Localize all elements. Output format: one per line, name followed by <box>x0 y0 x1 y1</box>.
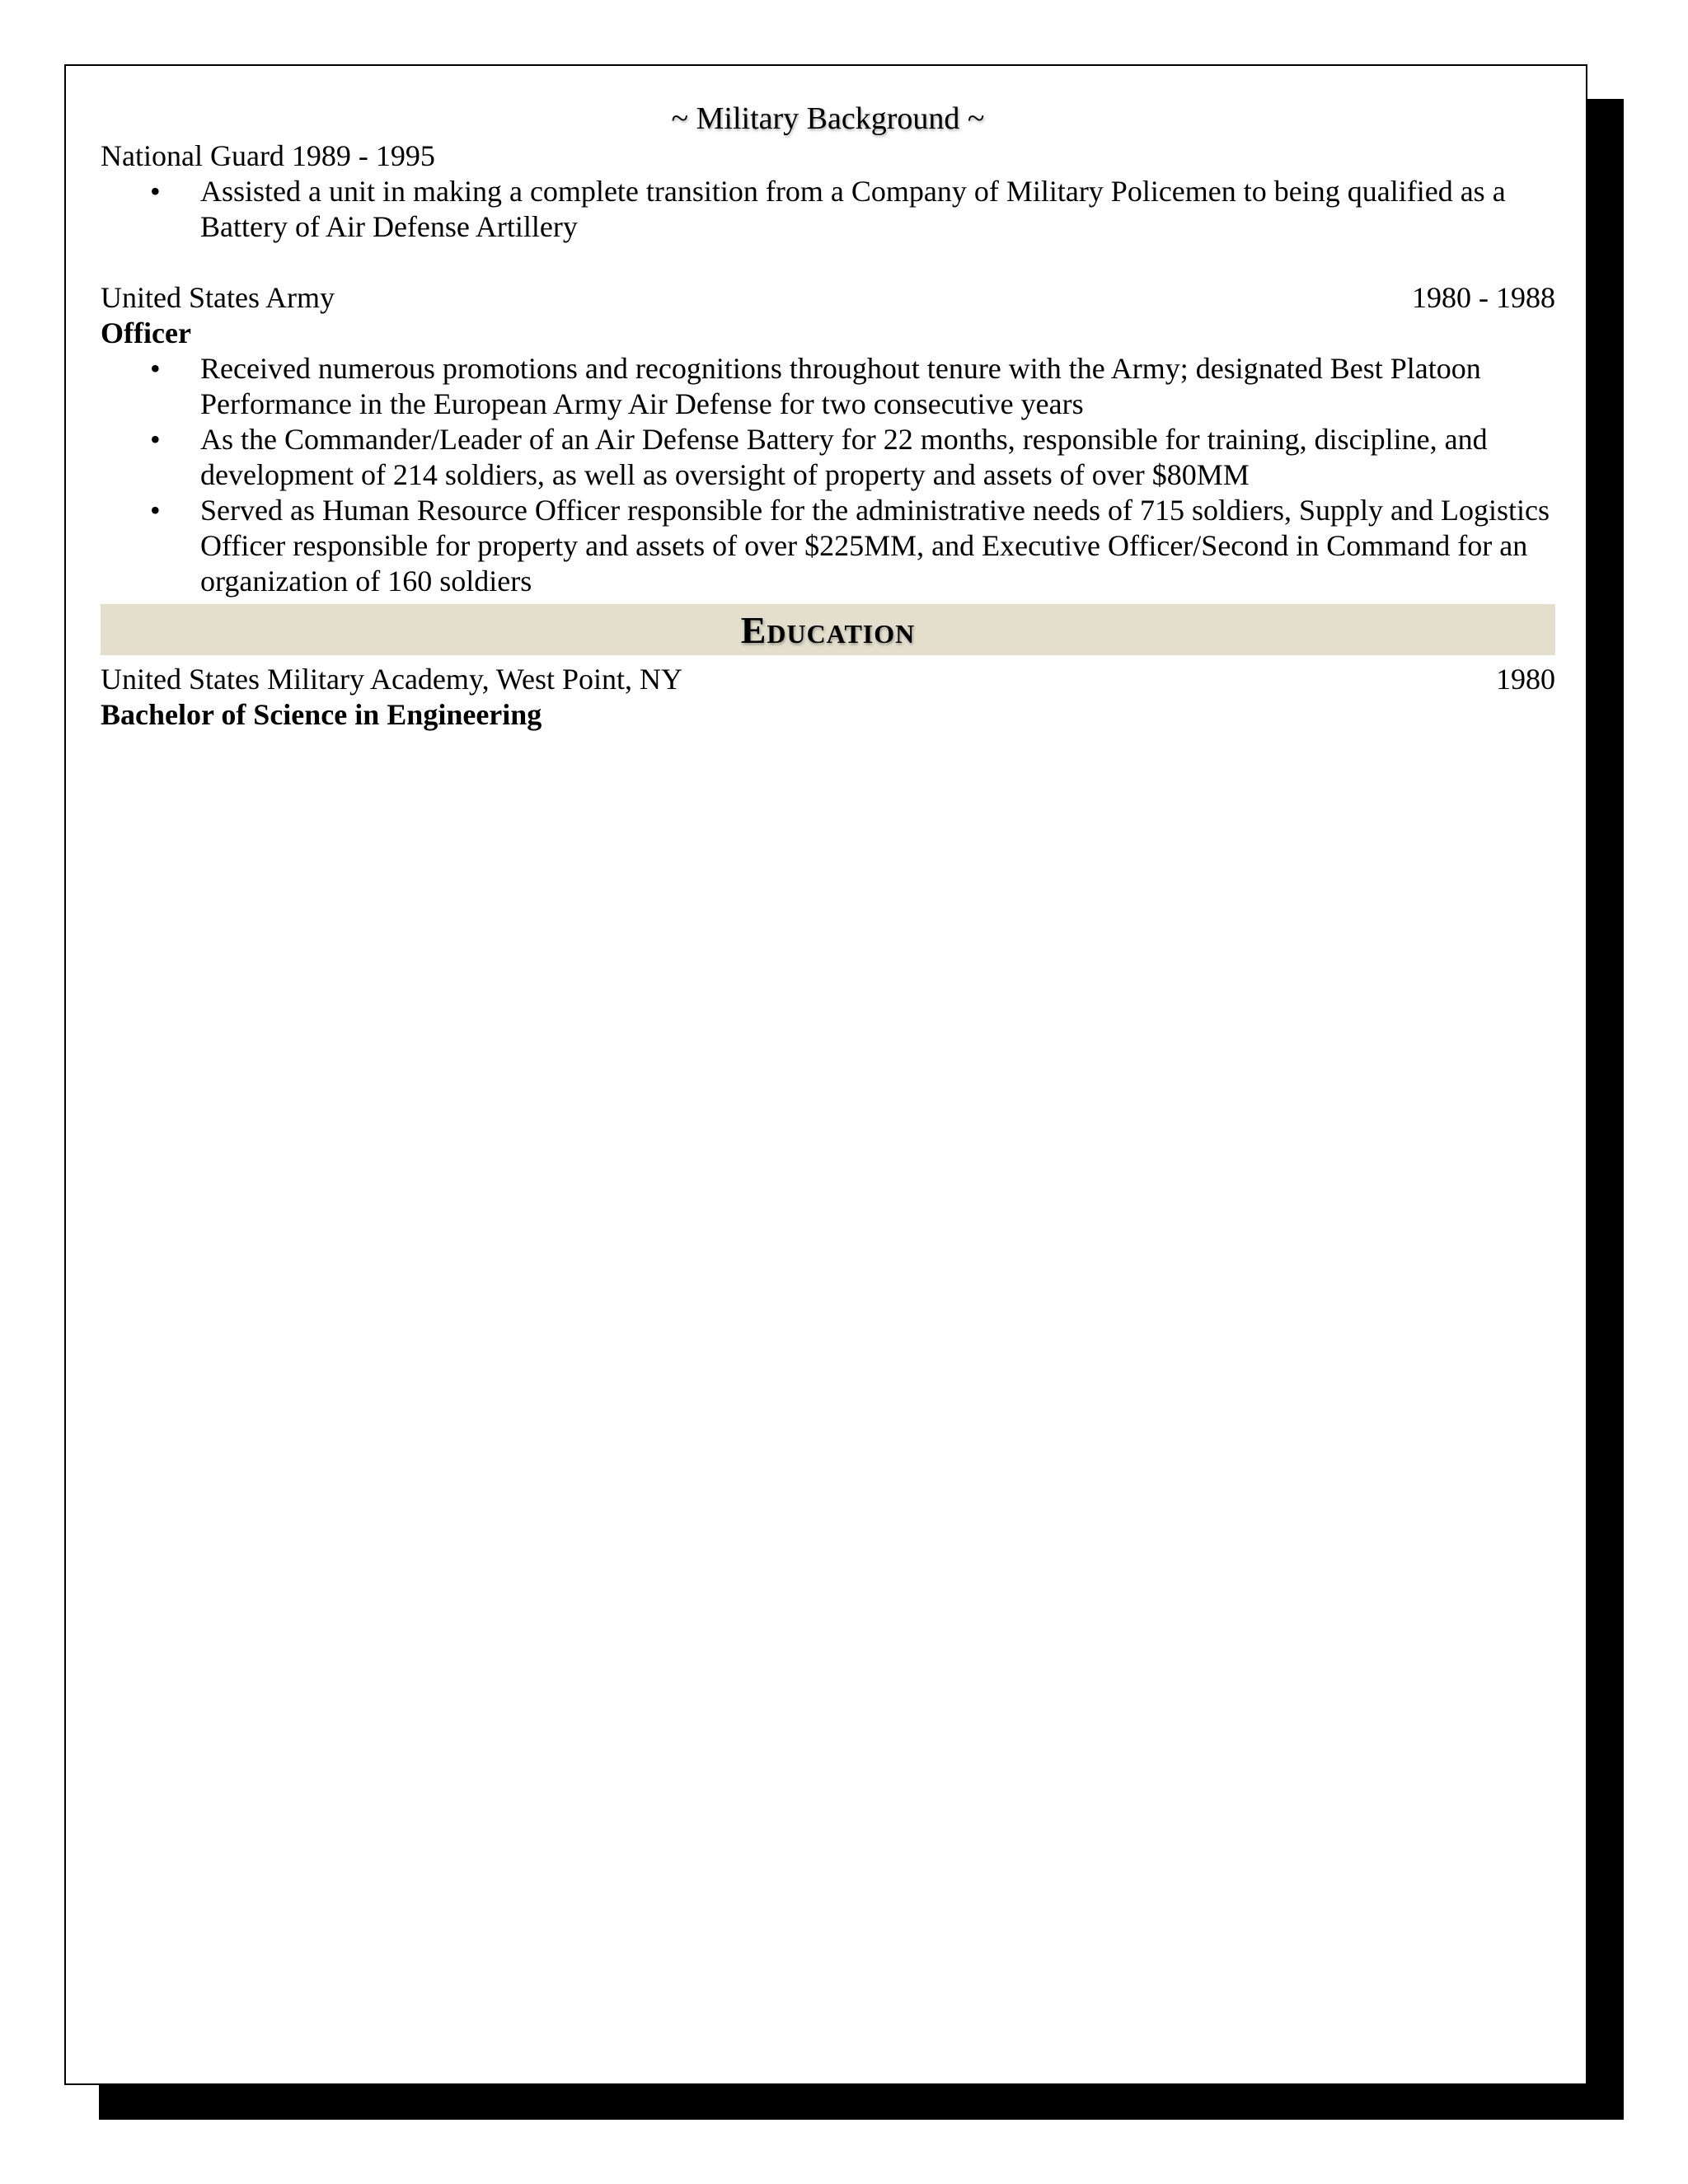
education-school: United States Military Academy, West Point, NY <box>101 663 683 696</box>
bullet-item: • Received numerous promotions and recognitions throughout tenure with the Army; designated Best Platoon Performance in the European Army Air Defense for two consecutive years <box>101 351 1555 422</box>
education-heading: Education <box>740 608 916 651</box>
spacer <box>101 245 1555 280</box>
education-header-line <box>101 662 1555 697</box>
bullet-item: • Assisted a unit in making a complete transition from a Company of Military Policemen to being qualified as a Battery of Air Defense Artillery <box>101 174 1555 245</box>
army-role: Officer <box>101 316 191 349</box>
military-background-heading: ~ Military Background ~ <box>671 101 985 136</box>
national-guard-entry <box>101 138 1555 245</box>
army-dates: 1980 - 1988 <box>1412 281 1555 314</box>
education-entry <box>101 662 1555 733</box>
national-guard-line: National Guard 1989 - 1995 <box>101 139 435 172</box>
army-entry <box>101 280 1555 599</box>
education-year: 1980 <box>1496 663 1555 696</box>
page-content <box>101 99 1555 733</box>
army-header-line <box>101 280 1555 316</box>
army-org: United States Army <box>101 281 335 314</box>
education-degree: Bachelor of Science in Engineering <box>101 698 542 731</box>
army-bullets <box>101 351 1555 599</box>
national-guard-bullets <box>101 174 1555 245</box>
resume-page <box>64 64 1587 2085</box>
education-section-bar <box>101 604 1555 655</box>
bullet-item: • Served as Human Resource Officer responsible for the administrative needs of 715 soldiers, Supply and Logistics Officer responsible for property and assets of over $225MM, and Executive Officer/Second in Command for an organization of 160 soldiers <box>101 493 1555 599</box>
bullet-item: • As the Commander/Leader of an Air Defense Battery for 22 months, responsible for training, discipline, and development of 214 soldiers, as well as oversight of property and assets of over $80MM <box>101 422 1555 493</box>
